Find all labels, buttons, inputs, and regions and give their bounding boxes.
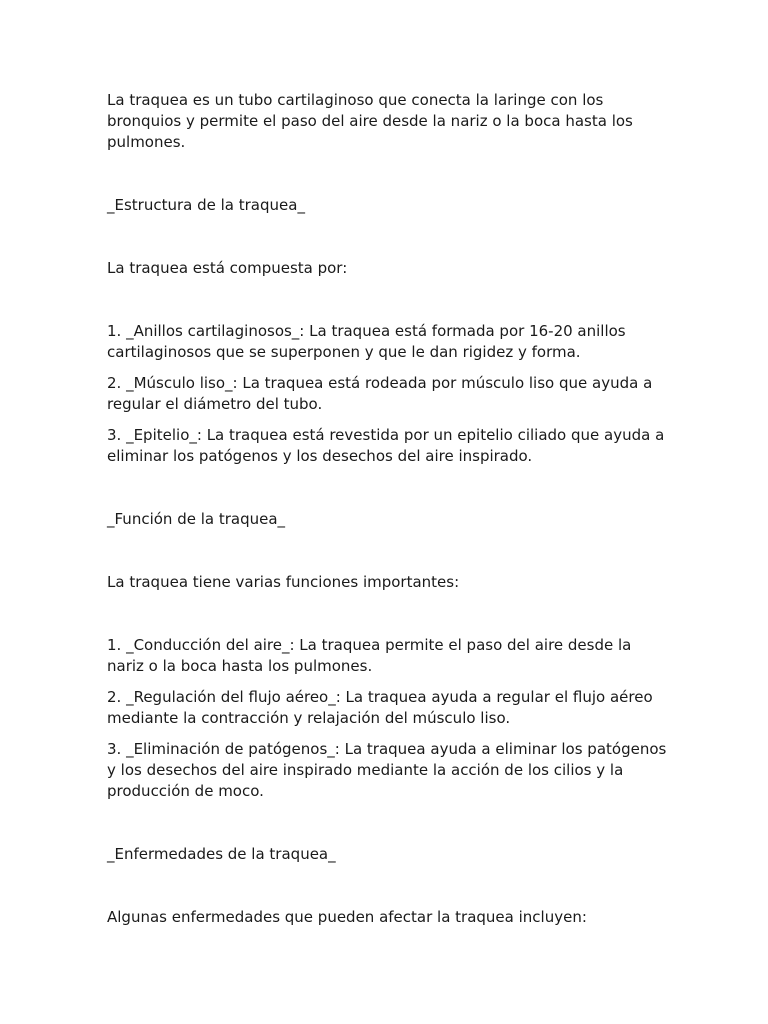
- section-lead-diseases: Algunas enfermedades que pueden afectar la traquea incluyen:: [107, 908, 587, 926]
- section-heading-diseases: _Enfermedades de la traquea_: [107, 845, 336, 863]
- spacer: [107, 363, 667, 373]
- spacer: [107, 153, 667, 195]
- spacer: [107, 802, 667, 844]
- spacer: [107, 467, 667, 509]
- spacer: [107, 216, 667, 258]
- list-item: 1. _Anillos cartilaginosos_: La traquea está formada por 16-20 anillos cartilaginosos que se superponen y que le dan rigidez y forma.: [107, 322, 626, 361]
- section-heading-function: _Función de la traquea_: [107, 510, 286, 528]
- intro-paragraph: La traquea es un tubo cartilaginoso que conecta la laringe con los bronquios y permite el paso del aire desde la nariz o la boca hasta los pulmones.: [107, 91, 633, 151]
- section-lead-structure: La traquea está compuesta por:: [107, 259, 348, 277]
- list-item: 3. _Eliminación de patógenos_: La traquea ayuda a eliminar los patógenos y los desechos del aire inspirado mediante la acción de los cilios y la producción de moco.: [107, 740, 667, 800]
- document-body: [107, 90, 667, 928]
- list-item: 2. _Regulación del flujo aéreo_: La traquea ayuda a regular el flujo aéreo mediante la contracción y relajación del músculo liso.: [107, 688, 653, 727]
- spacer: [107, 865, 667, 907]
- spacer: [107, 729, 667, 739]
- section-heading-structure: _Estructura de la traquea_: [107, 196, 305, 214]
- list-item: 3. _Epitelio_: La traquea está revestida por un epitelio ciliado que ayuda a eliminar los patógenos y los desechos del aire inspirado.: [107, 426, 665, 465]
- spacer: [107, 677, 667, 687]
- spacer: [107, 593, 667, 635]
- spacer: [107, 415, 667, 425]
- list-item: 2. _Músculo liso_: La traquea está rodeada por músculo liso que ayuda a regular el diámetro del tubo.: [107, 374, 653, 413]
- list-item: 1. _Conducción del aire_: La traquea permite el paso del aire desde la nariz o la boca hasta los pulmones.: [107, 636, 632, 675]
- spacer: [107, 530, 667, 572]
- spacer: [107, 279, 667, 321]
- section-lead-function: La traquea tiene varias funciones importantes:: [107, 573, 460, 591]
